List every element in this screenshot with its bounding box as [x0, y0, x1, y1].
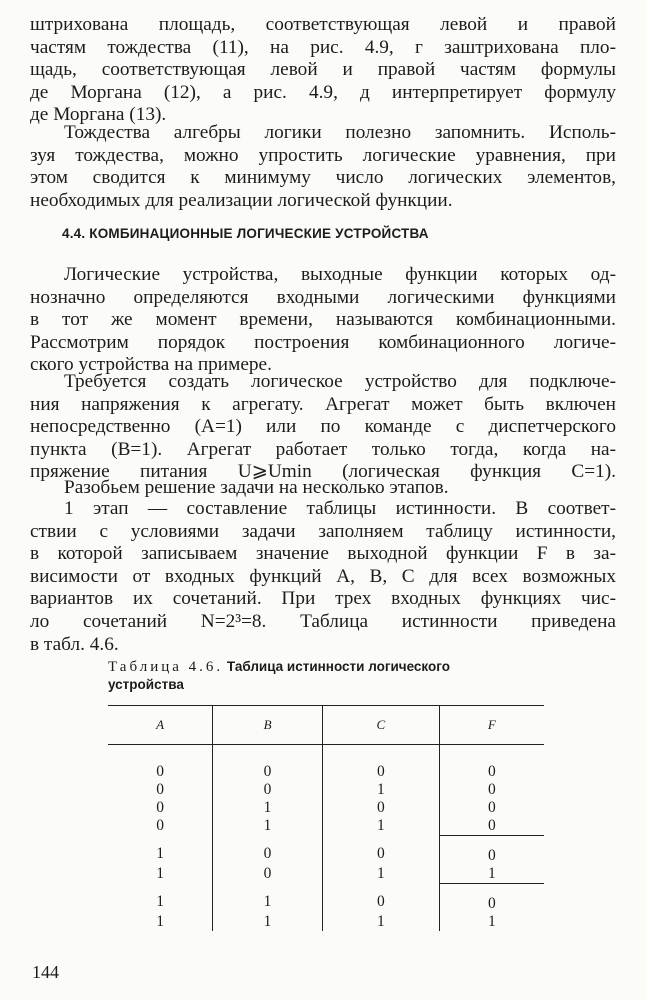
text-line: в тот же момент времени, называются комбинационными.	[30, 309, 616, 331]
table-cell: 1	[213, 799, 323, 817]
text-line: ского устройства на примере.	[30, 354, 272, 376]
table-row	[108, 836, 544, 866]
table-cell: 1	[156, 913, 164, 930]
table-caption-title: Таблица истинности логического	[226, 659, 450, 674]
table-header-row	[108, 706, 544, 745]
table-row	[108, 817, 544, 836]
table-cell: 0	[213, 865, 323, 884]
text-line: де Моргана (13).	[30, 104, 167, 126]
table-caption-label: Таблица 4.6.	[108, 659, 224, 675]
table-cell: 0	[439, 836, 544, 866]
table-cell: 1	[213, 913, 323, 931]
table-cell: 0	[213, 781, 323, 799]
paragraph-de-morgan	[30, 14, 616, 127]
text-line: Разобьем решение задачи на несколько этапов.	[64, 477, 449, 498]
text-line: в которой записываем значение выходной функции F в за-	[30, 543, 616, 565]
table-row	[108, 913, 544, 931]
table-cell: 1	[156, 865, 164, 883]
table-row	[108, 781, 544, 799]
text-line: 1 этап — составление таблицы истинности. В соответ-	[64, 498, 616, 519]
text-line: щадь, соответствующая левой и правой частям формулы	[30, 59, 616, 81]
text-line: штрихована площадь, соответствующая левой и правой	[30, 14, 616, 35]
text-line: в табл. 4.6.	[30, 633, 119, 655]
table-cell: 0	[439, 745, 544, 782]
table-cell: 1	[322, 865, 439, 884]
paragraph-definition	[30, 264, 616, 377]
text-line: этом сводится к минимуму число логических элементов,	[30, 167, 616, 189]
table-caption-title-2: устройства	[108, 677, 184, 692]
text-line: де Моргана (12), а рис. 4.9, д интерпретирует формулу	[30, 81, 616, 103]
column-header-c: C	[322, 706, 439, 745]
table-cell: 0	[439, 817, 544, 836]
table-cell: 1	[213, 817, 323, 836]
text-line: ло сочетаний N=2³=8. Таблица истинности приведена	[30, 610, 616, 632]
table-cell: 1	[322, 817, 439, 836]
table-row	[108, 745, 544, 782]
text-line: зуя тождества, можно упростить логические уравнения, при	[30, 144, 616, 166]
paragraph-stages	[30, 477, 616, 500]
column-header-f: F	[439, 706, 544, 745]
text-line: ствии с условиями задачи заполняем таблицу истинности,	[30, 520, 616, 542]
table-cell: 0	[213, 836, 323, 866]
text-line: вариантов их сочетаний. При трех входных функциях чис-	[30, 588, 616, 610]
text-line: нозначно определяются входными логическими функциями	[30, 286, 616, 308]
table-cell: 0	[439, 781, 544, 799]
table-cell: 0	[322, 799, 439, 817]
truth-table	[108, 705, 544, 931]
table-cell: 0	[322, 745, 439, 782]
text-line: пункта (B=1). Агрегат работает только тогда, когда на-	[30, 438, 616, 460]
column-header-a: A	[108, 706, 213, 745]
table-cell: 1	[322, 913, 439, 931]
text-line: частям тождества (11), на рис. 4.9, г заштрихована пло-	[30, 36, 616, 58]
table-cell: 0	[156, 817, 164, 835]
text-line: Рассмотрим порядок построения комбинационного логиче-	[30, 331, 616, 353]
table-cell: 0	[213, 745, 323, 782]
text-line: Логические устройства, выходные функции которых од-	[64, 264, 616, 285]
text-line: Тождества алгебры логики полезно запомнить. Исполь-	[64, 122, 616, 143]
table-cell: 1	[439, 913, 544, 931]
table-cell: 0	[439, 884, 544, 914]
text-line: висимости от входных функций A, B, C для всех возможных	[30, 565, 616, 587]
text-line: Требуется создать логическое устройство для подключе-	[64, 371, 616, 392]
text-line: непосредственно (A=1) или по команде с диспетчерского	[30, 416, 616, 438]
text-line: пряжение питания U⩾Umin (логическая функция C=1).	[30, 461, 616, 483]
page-number: 144	[32, 962, 59, 982]
table-cell: 1	[213, 884, 323, 914]
table-cell: 1	[322, 781, 439, 799]
table-cell: 0	[156, 799, 164, 816]
table-caption	[108, 658, 528, 694]
table-cell: 0	[156, 781, 164, 798]
table-row	[108, 884, 544, 914]
table-row	[108, 865, 544, 884]
column-header-b: B	[213, 706, 323, 745]
text-line: необходимых для реализации логической функции.	[30, 189, 453, 211]
table-cell: 1	[156, 893, 164, 911]
paragraph-stage-1	[30, 498, 616, 656]
paragraph-identities	[30, 122, 616, 212]
table-cell: 0	[439, 799, 544, 817]
text-line: ния напряжения к агрегату. Агрегат может быть включен	[30, 393, 616, 415]
section-heading: 4.4. КОМБИНАЦИОННЫЕ ЛОГИЧЕСКИЕ УСТРОЙСТВА	[62, 226, 429, 241]
table-cell: 0	[322, 884, 439, 914]
table-cell: 1	[439, 865, 544, 884]
table-cell: 0	[322, 836, 439, 866]
table-cell: 0	[156, 763, 164, 780]
table-cell: 1	[156, 845, 164, 863]
paragraph-task	[30, 371, 616, 484]
table-row	[108, 799, 544, 817]
